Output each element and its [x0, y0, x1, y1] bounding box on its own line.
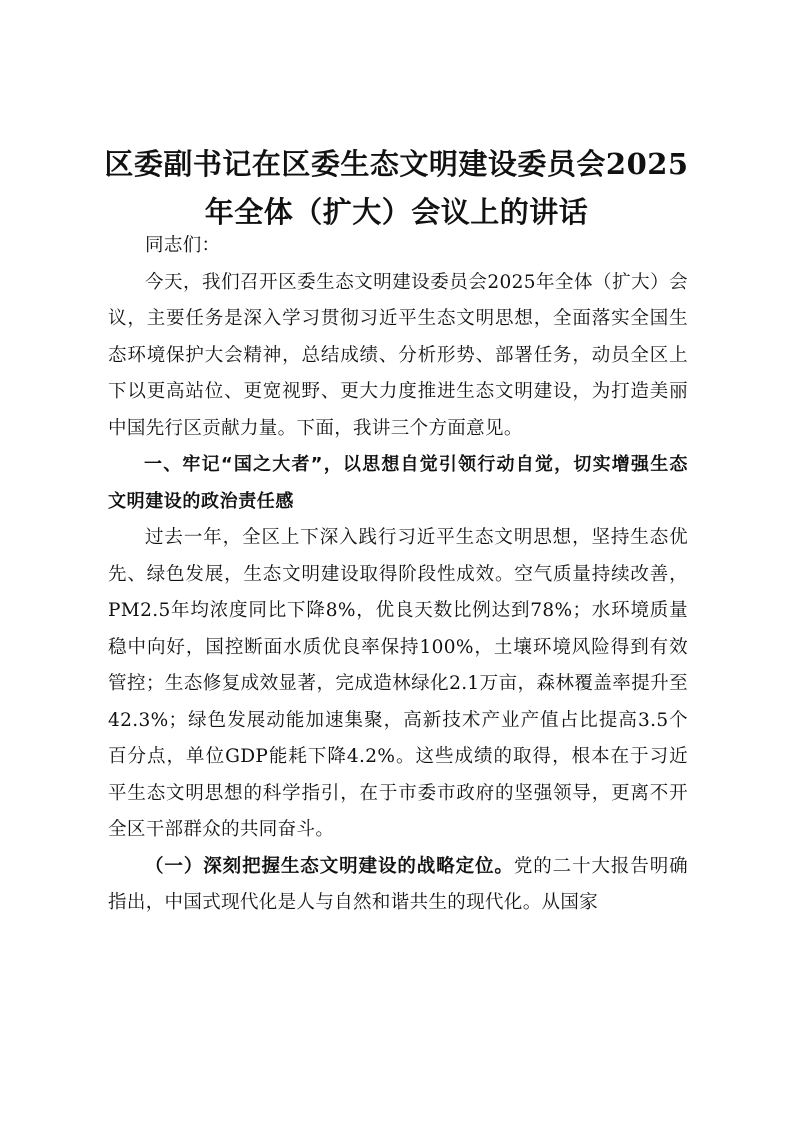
section-heading-one: 一、牢记“国之大者”，以思想自觉引领行动自觉，切实增强生态文明建设的政治责任感	[108, 454, 688, 512]
document-title: 区委副书记在区委生态文明建设委员会2025年全体（扩大）会议上的讲话	[104, 147, 689, 229]
subsection-one-paragraph	[108, 849, 688, 922]
intro-paragraph: 今天，我们召开区委生态文明建设委员会2025年全体（扩大）会议，主要任务是深入学习贯彻习近平生态文明思想，全面落实全国生态环境保护大会精神，总结成绩、分析形势、部署任务，动员全区上下以更高站位、更宽视野、更大力度推进生态文明建设，为打造美丽中国先行区贡献力量。下面，我讲三个方面意见。	[108, 271, 688, 439]
subsection-one-lead: （一）深刻把握生态文明建设的战略定位。	[145, 855, 514, 877]
salutation: 同志们：	[145, 235, 221, 256]
document-body	[108, 228, 688, 922]
subsection-one-text: 党的二十大报告明确指出，中国式现代化是人与自然和谐共生的现代化。从国家	[108, 855, 688, 913]
review-paragraph: 过去一年，全区上下深入践行习近平生态文明思想，坚持生态优先、绿色发展，生态文明建设取得阶段性成效。空气质量持续改善，PM2.5年均浓度同比下降8%，优良天数比例达到78%；水环境质量稳中向好，国控断面水质优良率保持100%，土壤环境风险得到有效管控；生态修复成效显著，完成造林绿化2.1万亩，森林覆盖率提升至42.3%；绿色发展动能加速集聚，高新技术产业产值占比提高3.5个百分点，单位GDP能耗下降4.2%。这些成绩的取得，根本在于习近平生态文明思想的科学指引，在于市委市政府的坚强领导，更离不开全区干部群众的共同奋斗。	[108, 527, 688, 840]
